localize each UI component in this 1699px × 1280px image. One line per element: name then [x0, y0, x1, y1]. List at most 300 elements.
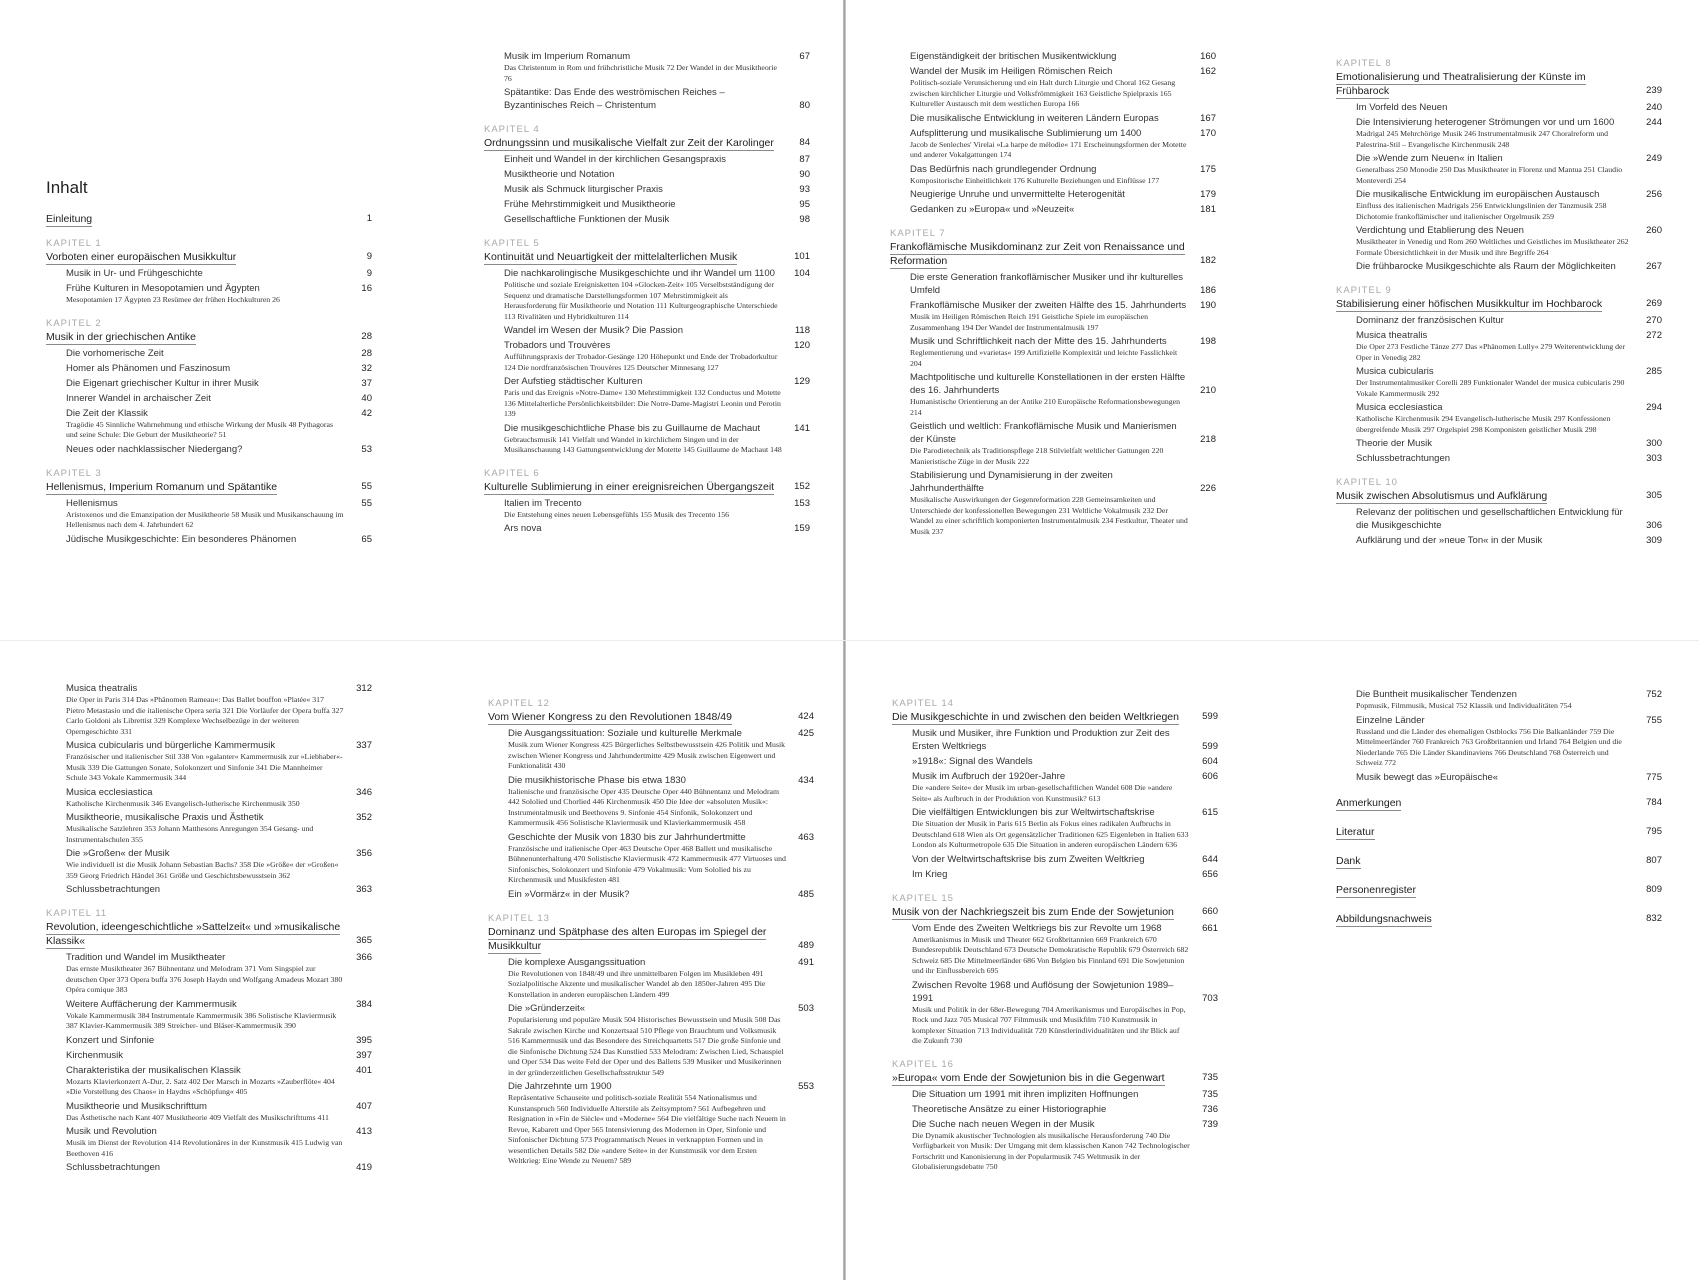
entry-title: Geistlich und weltlich: Frankoflämische Musik und Manierismen der Künste: [910, 421, 1177, 445]
page-number: 160: [1200, 51, 1216, 62]
page-number: 303: [1646, 453, 1662, 464]
toc-entry: [892, 806, 1218, 819]
entry-title: Frankoflämische Musiker der zweiten Hälfte des 15. Jahrhunderts: [910, 300, 1187, 311]
subsection-list: Generalbass 250 Monodie 250 Das Musiktheater in Florenz und Mantua 251 Claudio Monteverdi 254: [1356, 165, 1623, 185]
entry-title: Dominanz der französischen Kultur: [1356, 315, 1504, 326]
toc-entry: [892, 853, 1218, 866]
chapter-title: Vom Wiener Kongress zu den Revolutionen 1848/49: [488, 711, 732, 723]
page-number: 210: [1200, 385, 1216, 396]
chapter-heading: [488, 925, 814, 953]
section-gap: [1336, 842, 1662, 854]
page-number: 424: [798, 711, 814, 722]
entry-title: Die frühbarocke Musikgeschichte als Raum der Möglichkeiten: [1356, 261, 1616, 272]
toc-entry: [46, 1100, 372, 1113]
subsection-list: Katholische Kirchenmusik 346 Evangelisch-lutherische Kirchenmusik 350: [66, 798, 300, 808]
page-number: 84: [799, 137, 810, 148]
entry-title: Weitere Auffächerung der Kammermusik: [66, 998, 237, 1010]
chapter-heading: [1336, 825, 1662, 839]
page-number: 489: [798, 939, 814, 951]
entry-title: Kirchenmusik: [66, 1049, 124, 1061]
toc-entry: [890, 420, 1216, 446]
entry-title: Musica theatralis: [66, 683, 138, 694]
page-number: 9: [366, 268, 372, 279]
page-number: 153: [794, 497, 810, 509]
toc-entry: [1336, 101, 1662, 114]
subsection-list: Mesopotamien 17 Ägypten 23 Resümee der frühen Hochkulturen 26: [66, 295, 280, 304]
entry-title: Geschichte der Musik von 1830 bis zur Jahrhundertmitte: [508, 831, 746, 843]
page-number: 90: [799, 169, 810, 180]
toc-entry: [890, 299, 1216, 312]
chapter-heading: [890, 240, 1216, 268]
subsection-list: Aristoxenos und die Emanzipation der Musiktheorie 58 Musik und Musikanschauung im Hellenismus nach dem 4. Jahrhundert 62: [66, 509, 344, 529]
entry-title: Die Jahrzehnte um 1900: [508, 1081, 612, 1092]
chapter-title: Die Musikgeschichte in und zwischen den beiden Weltkriegen: [892, 711, 1179, 723]
page-number: 37: [361, 377, 372, 389]
page-number: 352: [356, 812, 372, 823]
page-number: 260: [1646, 225, 1662, 236]
entry-title: Innerer Wandel in archaischer Zeit: [66, 392, 211, 404]
entry-title: Musica ecclesiastica: [66, 786, 153, 798]
chapter-title: Dank: [1336, 854, 1361, 867]
toc-entry: [1336, 506, 1662, 532]
entry-title: Musik im Imperium Romanum: [504, 51, 631, 62]
toc-entry: [892, 868, 1218, 881]
toc-entry: [1336, 314, 1662, 327]
chapter-title: Musik von der Nachkriegszeit bis zum Ende der Sowjetunion: [892, 905, 1174, 918]
entry-title: Neugierige Unruhe und unvermittelte Heterogenität: [910, 189, 1125, 200]
entry-title: Italien im Trecento: [504, 497, 582, 509]
chapter-label: KAPITEL 9: [1336, 285, 1392, 296]
page-number: 152: [794, 480, 810, 492]
subsection-list: Musiktheater in Venedig und Rom 260 Weltliches und Geistliches im Musiktheater 262 Formale Übersichtlichkeit in der Musik und ihre Begriffe 264: [1356, 237, 1629, 257]
page-number: 775: [1646, 771, 1662, 783]
entry-title: Aufsplitterung und musikalische Sublimierung um 1400: [910, 127, 1142, 139]
entry-title: Im Vorfeld des Neuen: [1356, 102, 1448, 113]
page-number: 120: [794, 340, 810, 351]
entry-title: Frühe Kulturen in Mesopotamien und Ägypten: [66, 283, 260, 294]
entry-title: Die Zeit der Klassik: [66, 407, 148, 419]
entry-title: Musica cubicularis: [1356, 366, 1434, 377]
page-number: 309: [1646, 535, 1662, 546]
page-number: 661: [1202, 922, 1218, 934]
chapter-heading: [1336, 489, 1662, 503]
page-number: 337: [356, 740, 372, 751]
chapter-heading: [484, 250, 810, 264]
toc-entry: [1336, 401, 1662, 414]
page-number: 599: [1202, 741, 1218, 752]
page-number: 736: [1202, 1103, 1218, 1115]
page-number: 660: [1202, 905, 1218, 917]
entry-title: Ein »Vormärz« in der Musik?: [508, 888, 630, 900]
page-number: 80: [799, 100, 810, 111]
toc-entry: [46, 1034, 372, 1047]
entry-title: Die vielfältigen Entwicklungen bis zur Weltwirtschaftskrise: [912, 807, 1155, 818]
chapter-heading: [1336, 883, 1662, 897]
chapter-title: Musik zwischen Absolutismus und Aufklärung: [1336, 490, 1548, 502]
entry-title: Stabilisierung und Dynamisierung in der zweiten Jahrhunderthälfte: [910, 470, 1113, 494]
toc-entry: [892, 1103, 1218, 1116]
page-number: 101: [794, 251, 810, 262]
entry-title: Konzert und Sinfonie: [66, 1034, 155, 1046]
chapter-title: Einleitung: [46, 213, 93, 225]
chapter-heading: [46, 920, 372, 948]
page-number: 270: [1646, 315, 1662, 326]
toc-entry: [892, 1088, 1218, 1101]
chapter-title: Dominanz und Spätphase des alten Europas im Spiegel der Musikkultur: [488, 925, 767, 952]
page-number: 175: [1200, 163, 1216, 175]
entry-title: Hellenismus: [66, 497, 118, 509]
page-number: 226: [1200, 483, 1216, 494]
subsection-list: Politisch-soziale Verunsicherung und ein Halt durch Liturgie und Choral 162 Gesang zwischen kirchlicher Liturgie und Volksfrömmigkeit 163 Geistliche Spielpraxis 165 Kultureller Austausch mit dem westlichen Europa 166: [910, 78, 1176, 108]
toc-entry: [892, 770, 1218, 783]
chapter-title: Emotionalisierung und Theatralisierung der Künste im Frühbarock: [1336, 71, 1586, 97]
page-number: 95: [799, 199, 810, 210]
page-number: 644: [1202, 853, 1218, 865]
entry-title: Die nachkarolingische Musikgeschichte und ihr Wandel um 1100: [504, 268, 775, 279]
toc-entry: [46, 847, 372, 860]
chapter-label: KAPITEL 6: [484, 467, 540, 479]
page-number: 269: [1646, 298, 1662, 309]
toc-entry: [1336, 452, 1662, 465]
toc-entry: [484, 422, 810, 435]
chapter-heading: [46, 250, 372, 264]
page-number: 703: [1202, 992, 1218, 1004]
page-number: 267: [1646, 261, 1662, 272]
subsection-list: Reglementierung und »varietas« 199 Artifizielle Komplexität und leichte Fasslichkeit 204: [910, 348, 1178, 368]
page-number: 167: [1200, 112, 1216, 124]
page-number: 55: [361, 480, 372, 492]
page-number: 425: [798, 728, 814, 739]
toc-title: Inhalt: [46, 178, 88, 197]
chapter-title: Ordnungssinn und musikalische Vielfalt zur Zeit der Karolinger: [484, 137, 774, 149]
toc-entry: [46, 998, 372, 1011]
page-number: 159: [794, 523, 810, 534]
toc-entry: [892, 755, 1218, 768]
toc-entry: [46, 347, 372, 360]
chapter-title: Vorboten einer europäischen Musikkultur: [46, 251, 237, 263]
chapter-label: KAPITEL 4: [484, 124, 540, 135]
page-number: 239: [1646, 85, 1662, 96]
page-number: 67: [799, 51, 810, 62]
entry-title: Schlussbetrachtungen: [1356, 453, 1451, 464]
chapter-heading: [1336, 912, 1662, 926]
entry-title: Die Eigenart griechischer Kultur in ihrer Musik: [66, 377, 259, 389]
toc-entry: [1336, 224, 1662, 237]
toc-entry: [1336, 116, 1662, 129]
entry-title: Musica cubicularis und bürgerliche Kammermusik: [66, 740, 276, 751]
toc-entry: [892, 922, 1218, 935]
subsection-list: Französischer und italienischer Stil 338 Von »galanter« Kammermusik zur »Liebhaber«-Musik 339 Die Gattungen Sonate, Solokonzert und Sinfonie 341 Die Mannheimer Schule 343 Vokale Kammermusik 344: [66, 752, 343, 782]
entry-title: Die vorhomerische Zeit: [66, 347, 164, 359]
entry-title: Relevanz der politischen und gesellschaftlichen Entwicklung für die Musikgeschichte: [1356, 507, 1623, 531]
toc-entry: [488, 1080, 814, 1093]
entry-title: Musik im Aufbruch der 1920er-Jahre: [912, 771, 1066, 782]
entry-title: Die Intensivierung heterogener Strömungen vor und um 1600: [1356, 117, 1615, 128]
page-number: 356: [356, 848, 372, 859]
page-number: 306: [1646, 520, 1662, 531]
chapter-heading: [1336, 796, 1662, 810]
subsection-list: Das Christentum in Rom und frühchristliche Musik 72 Der Wandel in der Musiktheorie 76: [504, 63, 777, 83]
page-number: 401: [356, 1064, 372, 1076]
toc-entry: [890, 163, 1216, 176]
page-number: 181: [1200, 204, 1216, 215]
subsection-list: Musik und Politik in der 68er-Bewegung 704 Amerikanismus und Europäisches in Pop, Rock und Jazz 705 Musical 707 Filmmusik und Musikfilm 710 Kunstmusik in komplexer Situation 713 Individualität 720 Künstlerindividualitäten und ihr Blick auf die Zukunft 730: [912, 1004, 1186, 1045]
entry-title: Das Bedürfnis nach grundlegender Ordnung: [910, 163, 1097, 175]
toc-entry: [1336, 714, 1662, 727]
page-number: 615: [1202, 807, 1218, 818]
subsection-list: Kompositorische Einheitlichkeit 176 Kulturelle Beziehungen und Einflüsse 177: [910, 175, 1160, 185]
section-gap: [1336, 900, 1662, 912]
toc-entry: [1336, 329, 1662, 342]
entry-title: Die »Wende zum Neuen« in Italien: [1356, 153, 1503, 164]
page-number: 485: [798, 888, 814, 900]
entry-title: Die Buntheit musikalischer Tendenzen: [1356, 689, 1517, 700]
page-number: 795: [1646, 825, 1662, 837]
page-number: 366: [356, 952, 372, 963]
entry-title: Musik und Schriftlichkeit nach der Mitte des 15. Jahrhunderts: [910, 336, 1167, 347]
chapter-heading: [892, 1071, 1218, 1085]
entry-title: Musik und Revolution: [66, 1126, 157, 1137]
subsection-list: Der Instrumentalmusiker Corelli 289 Funktionaler Wandel der musica cubicularis 290 Vokale Kammermusik 292: [1356, 378, 1625, 398]
subsection-list: Musikalische Satzlehren 353 Johann Matthesons Anregungen 354 Gesang- und Instrumentalschulen 355: [66, 824, 314, 844]
page-number: 553: [798, 1081, 814, 1092]
page-number: 365: [356, 935, 372, 946]
subsection-list: Madrigal 245 Mehrchörige Musik 246 Instrumentalmusik 247 Choralreform und Palestrina-Stil – Evangelische Kirchenmusik 248: [1356, 129, 1609, 149]
toc-entry: [46, 739, 372, 752]
page-number: 312: [356, 683, 372, 694]
page-number: 363: [356, 884, 372, 895]
subsection-list: Paris und das Ereignis »Notre-Dame« 130 Mehrstimmigkeit 132 Conductus und Motette 136 Mittelalterliche Persönlichkeitsbilder: Die Notre-Dame-Magistri Leonin und Perotin 139: [504, 388, 781, 418]
toc-entry: [890, 127, 1216, 140]
page-number: 755: [1646, 714, 1662, 726]
toc-entry: [46, 362, 372, 375]
chapter-label: KAPITEL 10: [1336, 477, 1398, 488]
page-number: 42: [361, 407, 372, 419]
toc-entry: [46, 497, 372, 510]
subsection-list: Gebrauchsmusik 141 Vielfalt und Wandel in kirchlichem Singen und in der Musikanschauung 143 Gattungsentwicklung der Motette 145 Guillaume de Machaut 148: [504, 434, 782, 454]
entry-title: Musiktheorie und Musikschrifttum: [66, 1100, 207, 1112]
chapter-title: Stabilisierung einer höfischen Musikkultur im Hochbarock: [1336, 298, 1603, 310]
page-number: 98: [799, 214, 810, 225]
page-number: 606: [1202, 771, 1218, 782]
toc-entry: [488, 774, 814, 787]
page-number: 198: [1200, 336, 1216, 347]
page-number: 104: [794, 268, 810, 279]
subsection-list: Musik im Dienst der Revolution 414 Revolutionäres in der Kunstmusik 415 Ludwig van Beethoven 416: [66, 1138, 343, 1158]
page-number: 244: [1646, 117, 1662, 128]
page-number: 129: [794, 376, 810, 387]
subsection-list: Politische und soziale Ereignisketten 104 »Glocken-Zeit« 105 Verselbstständigung der Sequenz und dramatische Darstellungsformen 107 Mehrstimmigkeit als Herausforderung für Musiktheorie und Notation 111 Kulturgeographische Unterschiede 113 Rivalitäten und Hybridkulturen 114: [504, 280, 778, 321]
entry-title: Jüdische Musikgeschichte: Ein besonderes Phänomen: [66, 533, 297, 545]
toc-entry: [484, 375, 810, 388]
toc-entry: [46, 1125, 372, 1138]
chapter-heading: [892, 710, 1218, 724]
chapter-title: Musik in der griechischen Antike: [46, 330, 196, 343]
subsection-list: Die Oper 273 Festliche Tänze 277 Das »Phänomen Lully« 279 Weiterentwicklung der Oper in Venedig 282: [1356, 342, 1626, 362]
chapter-label: KAPITEL 15: [892, 892, 954, 904]
page-number: 395: [356, 1034, 372, 1046]
toc-entry: [1336, 365, 1662, 378]
toc-entry: [46, 951, 372, 964]
toc-entry: [46, 443, 372, 456]
toc-entry: [46, 377, 372, 390]
page-number: 87: [799, 154, 810, 165]
page-number: 93: [799, 184, 810, 195]
section-gap: [1336, 784, 1662, 796]
toc-entry: [892, 979, 1218, 1005]
page-number: 397: [356, 1049, 372, 1061]
entry-title: Musik in Ur- und Frühgeschichte: [66, 268, 203, 279]
entry-title: Wandel der Musik im Heiligen Römischen Reich: [910, 66, 1113, 77]
page-number: 55: [361, 497, 372, 509]
chapter-label: KAPITEL 8: [1336, 58, 1392, 69]
entry-title: Einzelne Länder: [1356, 714, 1425, 726]
page-number: 9: [366, 251, 372, 262]
toc-entry: [1336, 688, 1662, 701]
toc-entry: [890, 271, 1216, 297]
toc-entry: [890, 65, 1216, 78]
chapter-title: Abbildungsnachweis: [1336, 912, 1432, 925]
chapter-title: Revolution, ideengeschichtliche »Sattelzeit« und »musikalische Klassik«: [46, 921, 341, 947]
entry-title: Schlussbetrachtungen: [66, 884, 161, 895]
toc-entry: [1336, 260, 1662, 273]
page-number: 28: [361, 330, 372, 342]
entry-title: Trobadors und Trouvères: [504, 340, 611, 351]
entry-title: Die musikalische Entwicklung in weiteren Ländern Europas: [910, 112, 1159, 124]
subsection-list: Die Entstehung eines neuen Lebensgefühls 155 Musik des Trecento 156: [504, 509, 729, 519]
chapter-heading: [488, 710, 814, 724]
entry-title: Ars nova: [504, 523, 542, 534]
chapter-label: KAPITEL 12: [488, 698, 550, 709]
chapter-label: KAPITEL 16: [892, 1058, 954, 1070]
subsection-list: Musikalische Auswirkungen der Gegenreformation 228 Gemeinsamkeiten und Unterschiede der konfessionellen Bewegungen 231 Weltliche Vokalmusik 232 Der Wandel zu einer schriftlich komponierten Instrumentalmusik 234 Festkultur, Theater und Musik 237: [910, 495, 1188, 536]
subsection-list: Die Revolutionen von 1848/49 und ihre unmittelbaren Folgen im Musikleben 491 Sozialpolitische Akzente und musikalischer Wandel ab den 1850er-Jahren 495 Die Konstellation in anderen europäischen Ländern 499: [508, 968, 766, 999]
page-number: 463: [798, 831, 814, 843]
subsection-list: Die Oper in Paris 314 Das »Phänomen Rameau«: Das Ballet bouffon »Platée« 317 Pietro Metastasio und die italienische Opera seria 321 Die Vorläufer der Opera buffa 327 Carlo Goldoni als Librettist 329 Komplexe Wechselbezüge in der weiteren Operngeschichte 331: [66, 695, 344, 736]
toc-entry: [484, 50, 810, 63]
section-gap: [1336, 871, 1662, 883]
page-number: 186: [1200, 285, 1216, 296]
page-number: 656: [1202, 868, 1218, 880]
page-number: 40: [361, 392, 372, 404]
entry-title: Die Situation um 1991 mit ihren impliziten Hoffnungen: [912, 1088, 1139, 1100]
chapter-heading: [1336, 70, 1662, 98]
toc-entry: [484, 153, 810, 166]
entry-title: Zwischen Revolte 1968 und Auflösung der Sowjetunion 1989–1991: [912, 979, 1174, 1004]
toc-entry: [1336, 152, 1662, 165]
subsection-list: Tragödie 45 Sinnliche Wahrnehmung und ethische Wirkung der Musik 48 Pythagoras und seine Schule: Die Geburt der Musiktheorie? 51: [66, 419, 334, 439]
page-number: 53: [361, 443, 372, 455]
entry-title: Musiktheorie, musikalische Praxis und Ästhetik: [66, 812, 264, 823]
toc-entry: [46, 1049, 372, 1062]
subsection-list: Die Dynamik akustischer Technologien als musikalische Herausforderung 740 Die Verfügbarkeit von Musik: Der Umgang mit dem klassischen Kanon 742 Technologischer Fortschritt und Kanonisierung in der Popularmusik 745 Weltmusik in der Globalisierungsdebatte 750: [912, 1130, 1190, 1171]
entry-title: Eigenständigkeit der britischen Musikentwicklung: [910, 51, 1117, 62]
entry-title: Aufklärung und der »neue Ton« in der Musik: [1356, 535, 1543, 546]
entry-title: Neues oder nachklassischer Niedergang?: [66, 443, 243, 455]
toc-entry: [484, 522, 810, 535]
chapter-heading: [484, 480, 810, 494]
page-number: 491: [798, 956, 814, 968]
page-number: 182: [1200, 255, 1216, 266]
toc-entry: [46, 267, 372, 280]
toc-entry: [46, 682, 372, 695]
subsection-list: Popularisierung und populäre Musik 504 Historisches Bewusstsein und Musik 508 Das Sakrale zwischen Kirche und Konzertsaal 510 Pflege von Brauchtum und Volksmusik 516 Kammermusik und das Besondere des Streichquartetts 517 Die große Sinfonie und die Sinfonische Dichtung 524 Das Kunstlied 533 Melodram: Zwischen Lied, Schauspiel und Oper 534 Das weite Feld der Oper und des Balletts 539 Musiker und Musikerinnen in der gründerzeitlichen Gesellschaftsstruktur 549: [508, 1015, 784, 1077]
chapter-title: Literatur: [1336, 825, 1375, 838]
chapter-label: KAPITEL 11: [46, 908, 108, 919]
toc-entry: [46, 786, 372, 799]
toc-entry: [1336, 437, 1662, 450]
toc-entry: [484, 213, 810, 226]
toc-entry: [484, 324, 810, 337]
subsection-list: Vokale Kammermusik 384 Instrumentale Kammermusik 386 Solistische Klaviermusik 387 Klavier-Kammermusik 389 Streicher- und Bläser-Kammermusik 390: [66, 1010, 337, 1030]
entry-title: Musik und Musiker, ihre Funktion und Produktion zur Zeit des Ersten Weltkriegs: [912, 728, 1170, 752]
chapter-label: KAPITEL 3: [46, 467, 102, 479]
chapter-heading: [46, 212, 372, 226]
page-number: 272: [1646, 330, 1662, 341]
toc-entry: [46, 533, 372, 546]
section-gap: [1336, 813, 1662, 825]
page-number: 413: [356, 1126, 372, 1137]
page-number: 28: [361, 347, 372, 359]
entry-title: Homer als Phänomen und Faszinosum: [66, 362, 231, 374]
entry-title: Schlussbetrachtungen: [66, 1162, 161, 1173]
toc-entry: [46, 883, 372, 896]
page-number: 65: [361, 533, 372, 545]
page-number: 16: [361, 283, 372, 294]
subsection-list: Katholische Kirchenmusik 294 Evangelisch-lutherische Musik 297 Konfessionen übergreifende Musik 297 Orgelspiel 298 Komponisten geistlicher Musik 298: [1356, 414, 1611, 434]
entry-title: Machtpolitische und kulturelle Konstellationen in der ersten Hälfte des 16. Jahrhunderts: [910, 372, 1186, 396]
chapter-heading: [1336, 297, 1662, 311]
chapter-label: KAPITEL 2: [46, 317, 102, 329]
page-number: 419: [356, 1162, 372, 1173]
page-number: 346: [356, 786, 372, 798]
page-number: 170: [1200, 127, 1216, 139]
page-number: 179: [1200, 189, 1216, 200]
chapter-label: KAPITEL 14: [892, 698, 954, 709]
subsection-list: Wie individuell ist die Musik Johann Sebastian Bachs? 358 Die »Größe« der »Großen« 359 Georg Friedrich Händel 361 Größe und Geschichtsbewusstsein 362: [66, 860, 339, 880]
subsection-list: Popmusik, Filmmusik, Musical 752 Klassik und Individualitäten 754: [1356, 701, 1572, 710]
subsection-list: Die »andere Seite« der Musik im urban-gesellschaftlichen Wandel 608 Die »andere Seite« als Aufbruch in der Produktion von Kunstmusik? 613: [912, 783, 1173, 803]
toc-entry: [890, 203, 1216, 216]
toc-entry: [1336, 188, 1662, 201]
page-number: 256: [1646, 189, 1662, 200]
subsection-list: Humanistische Orientierung an der Antike 210 Europäische Reformationsbewegungen 214: [910, 397, 1181, 417]
toc-entry: [488, 831, 814, 844]
toc-column-7: [892, 686, 1218, 1175]
page-number: 305: [1646, 490, 1662, 501]
toc-entry: [46, 282, 372, 295]
chapter-heading: [484, 136, 810, 150]
chapter-heading: [46, 330, 372, 344]
entry-title: Theoretische Ansätze zu einer Historiographie: [912, 1103, 1107, 1115]
toc-entry: [890, 50, 1216, 63]
page-number: 407: [356, 1100, 372, 1112]
entry-title: Wandel im Wesen der Musik? Die Passion: [504, 325, 683, 336]
chapter-title: Kontinuität und Neuartigkeit der mittelalterlichen Musik: [484, 251, 738, 263]
page-number: 118: [794, 325, 810, 336]
entry-title: Die »Großen« der Musik: [66, 848, 170, 859]
toc-column-3: [890, 48, 1216, 539]
entry-title: Theorie der Musik: [1356, 438, 1433, 449]
toc-entry: [890, 112, 1216, 125]
page-number: 249: [1646, 153, 1662, 164]
subsection-list: Musik im Heiligen Römischen Reich 191 Geistliche Spiele im europäischen Zusammenhang 194 Der Wandel der Instrumentalmusik 197: [910, 312, 1148, 332]
entry-title: Die musikhistorische Phase bis etwa 1830: [508, 774, 686, 786]
entry-title: Verdichtung und Etablierung des Neuen: [1356, 225, 1524, 236]
toc-entry: [890, 188, 1216, 201]
entry-title: Von der Weltwirtschaftskrise bis zum Zweiten Weltkrieg: [912, 853, 1145, 865]
entry-title: Die Suche nach neuen Wegen in der Musik: [912, 1118, 1095, 1130]
